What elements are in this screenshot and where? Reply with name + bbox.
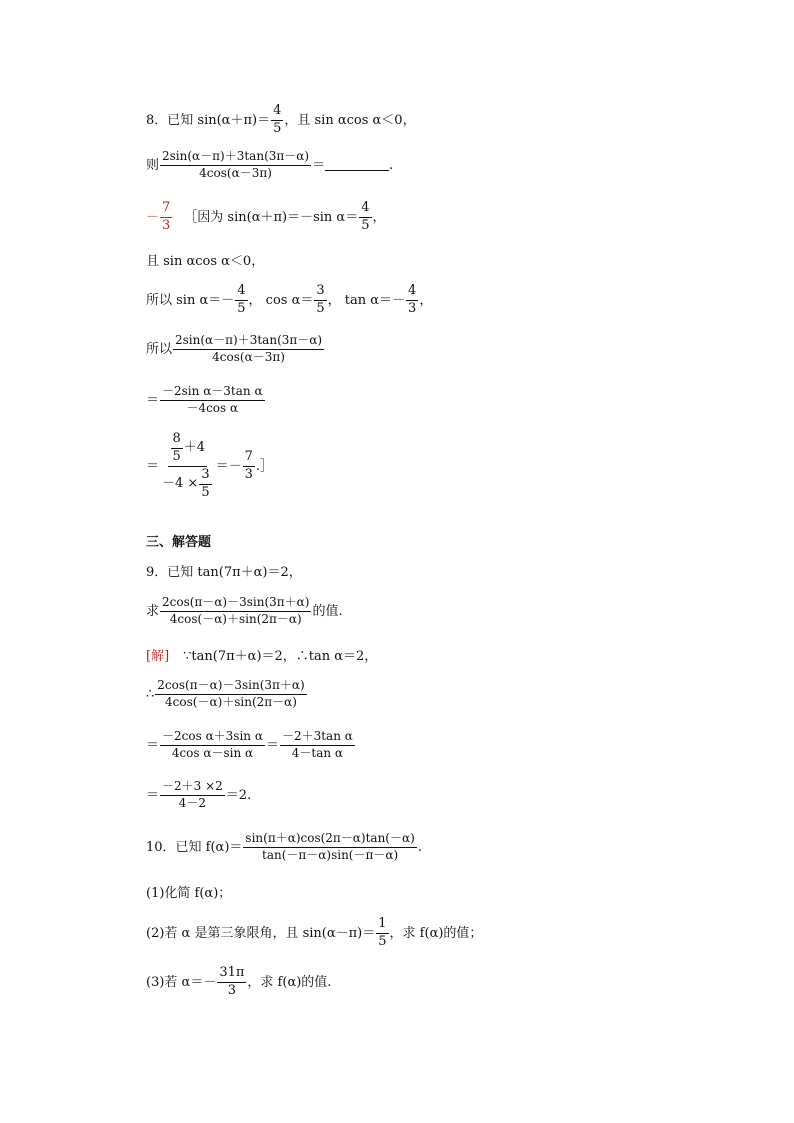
equals: ＝	[146, 458, 160, 474]
q8-line1-suffix: ，且 sin αcos α＜0，	[284, 112, 416, 128]
part2-text: (2)若 α 是第三象限角，且 sin(α－π)＝	[146, 925, 376, 941]
equals: ＝	[146, 787, 160, 803]
denominator: 3	[227, 982, 237, 998]
denominator: 4cos(－α)＋sin(2π－α)	[169, 611, 302, 626]
result-text: ＝2.	[225, 787, 252, 803]
closing-bracket: .］	[255, 458, 274, 474]
period: .	[417, 839, 422, 855]
denominator: tan(－π－α)sin(－π－α)	[262, 847, 399, 862]
q9-line1: 9．已知 tan(7π＋α)＝2，	[146, 565, 302, 580]
solution-tag: [解]	[146, 649, 170, 664]
comma: ，	[419, 292, 433, 308]
fraction	[199, 468, 211, 501]
denominator: 5	[361, 217, 370, 233]
numerator: 1	[376, 917, 388, 934]
denominator: 4cos(－α)＋sin(2π－α)	[165, 694, 297, 709]
tan-value-text: ， tan α＝－	[327, 292, 406, 308]
q8-sol6	[146, 432, 273, 501]
period: .	[389, 157, 394, 173]
complex-fraction	[160, 432, 215, 501]
denominator: －4cos α	[186, 400, 239, 415]
fraction	[376, 917, 388, 950]
numerator: 4	[406, 284, 418, 301]
fraction	[243, 832, 416, 863]
q8-sol5	[146, 385, 266, 416]
numerator: 2cos(π－α)－3sin(3π＋α)	[160, 596, 311, 612]
fraction	[171, 432, 183, 465]
fraction	[160, 596, 311, 627]
plus-four: ＋4	[183, 439, 206, 455]
q10-line1	[146, 832, 422, 863]
equals-minus: ＝－	[215, 458, 242, 474]
q10-part3	[146, 966, 331, 999]
q8-line1	[146, 104, 416, 137]
so-text: 所以	[146, 341, 173, 357]
denominator: 3	[408, 300, 417, 316]
q9-sol3	[146, 730, 356, 761]
numerator: 4	[235, 284, 247, 301]
equals: ＝	[312, 157, 326, 173]
fraction	[243, 450, 255, 483]
q8-answer-line	[146, 201, 386, 234]
fraction	[160, 385, 265, 416]
numerator: 31π	[217, 966, 246, 983]
find-text: 求	[146, 603, 160, 619]
fraction	[160, 150, 311, 181]
answer-blank	[325, 160, 389, 171]
cos-value-text: ， cos α＝	[248, 292, 314, 308]
fraction	[314, 284, 326, 317]
denominator: 4－2	[178, 795, 207, 810]
fraction	[160, 730, 265, 761]
section-heading: 三、解答题	[146, 535, 212, 550]
q8-line1-text: 8．已知 sin(α＋π)＝	[146, 112, 271, 128]
denominator: 3	[162, 217, 171, 233]
solution-text: ［因为 sin(α＋π)＝－sin α＝	[184, 209, 359, 225]
denominator: 4cos(α－3π)	[199, 165, 272, 180]
fraction	[155, 679, 306, 710]
q8-sol4	[146, 334, 325, 365]
numerator: 8	[171, 432, 183, 449]
fraction	[406, 284, 418, 317]
denominator: 5	[237, 300, 246, 316]
denominator: 5	[172, 448, 181, 464]
fraction	[359, 201, 371, 234]
numerator: －2＋3 ×2	[160, 780, 225, 796]
part3-text: (3)若 α＝－	[146, 974, 217, 990]
denominator: 5	[316, 300, 325, 316]
equals: ＝	[146, 737, 160, 753]
q9-line2	[146, 596, 343, 627]
denominator: 5	[201, 484, 210, 500]
numerator: －2sin α－3tan α	[160, 385, 265, 401]
fraction	[235, 284, 247, 317]
q8-line2	[146, 150, 393, 181]
part3-suffix: ，求 f(α)的值.	[247, 974, 332, 990]
q10-part1: (1)化简 f(α)；	[146, 886, 232, 901]
denominator: 3	[244, 466, 253, 482]
q8-line2-prefix: 则	[146, 157, 160, 173]
complex-denominator	[160, 467, 215, 501]
equals: ＝	[265, 737, 279, 753]
numerator: sin(π＋α)cos(2π－α)tan(－α)	[243, 832, 416, 848]
value-text: 的值.	[312, 603, 343, 619]
numerator: 7	[160, 201, 172, 218]
part2-suffix: ，求 f(α)的值；	[389, 925, 483, 941]
answer-sign: －	[146, 209, 160, 225]
q8-sol2: 且 sin αcos α＜0，	[146, 254, 265, 269]
q9-sol1	[146, 650, 377, 663]
therefore-symbol: ∴	[146, 686, 155, 702]
solution-text: ∵tan(7π＋α)＝2，∴tan α＝2，	[183, 649, 378, 664]
comma: ，	[372, 209, 386, 225]
numerator: 2sin(α－π)＋3tan(3π－α)	[173, 334, 324, 350]
numerator: －2＋3tan α	[280, 730, 355, 746]
denominator: 4cos(α－3π)	[212, 349, 285, 364]
numerator: 7	[243, 450, 255, 467]
q9-sol4	[146, 780, 251, 811]
numerator: 3	[314, 284, 326, 301]
sin-value-text: 所以 sin α＝－	[146, 292, 235, 308]
numerator: 2cos(π－α)－3sin(3π＋α)	[155, 679, 306, 695]
fraction	[217, 966, 246, 999]
denominator: 5	[273, 120, 282, 136]
fraction	[280, 730, 355, 761]
numerator: 3	[199, 468, 211, 485]
denominator: 4cos α－sin α	[171, 745, 254, 760]
fraction	[173, 334, 324, 365]
q10-prefix: 10．已知 f(α)＝	[146, 839, 243, 855]
numerator: 4	[359, 201, 371, 218]
minus-four-times: －4 ×	[162, 475, 199, 491]
q8-sol3	[146, 284, 432, 317]
q10-part2	[146, 917, 482, 950]
equals: ＝	[146, 392, 160, 408]
fraction	[160, 780, 225, 811]
denominator: 5	[378, 933, 387, 949]
numerator: －2cos α＋3sin α	[160, 730, 265, 746]
fraction	[271, 104, 283, 137]
denominator: 4－tan α	[291, 745, 344, 760]
numerator: 4	[271, 104, 283, 121]
numerator: 2sin(α－π)＋3tan(3π－α)	[160, 150, 311, 166]
q9-sol2	[146, 679, 308, 710]
complex-numerator	[168, 432, 208, 467]
answer-fraction	[160, 201, 172, 234]
